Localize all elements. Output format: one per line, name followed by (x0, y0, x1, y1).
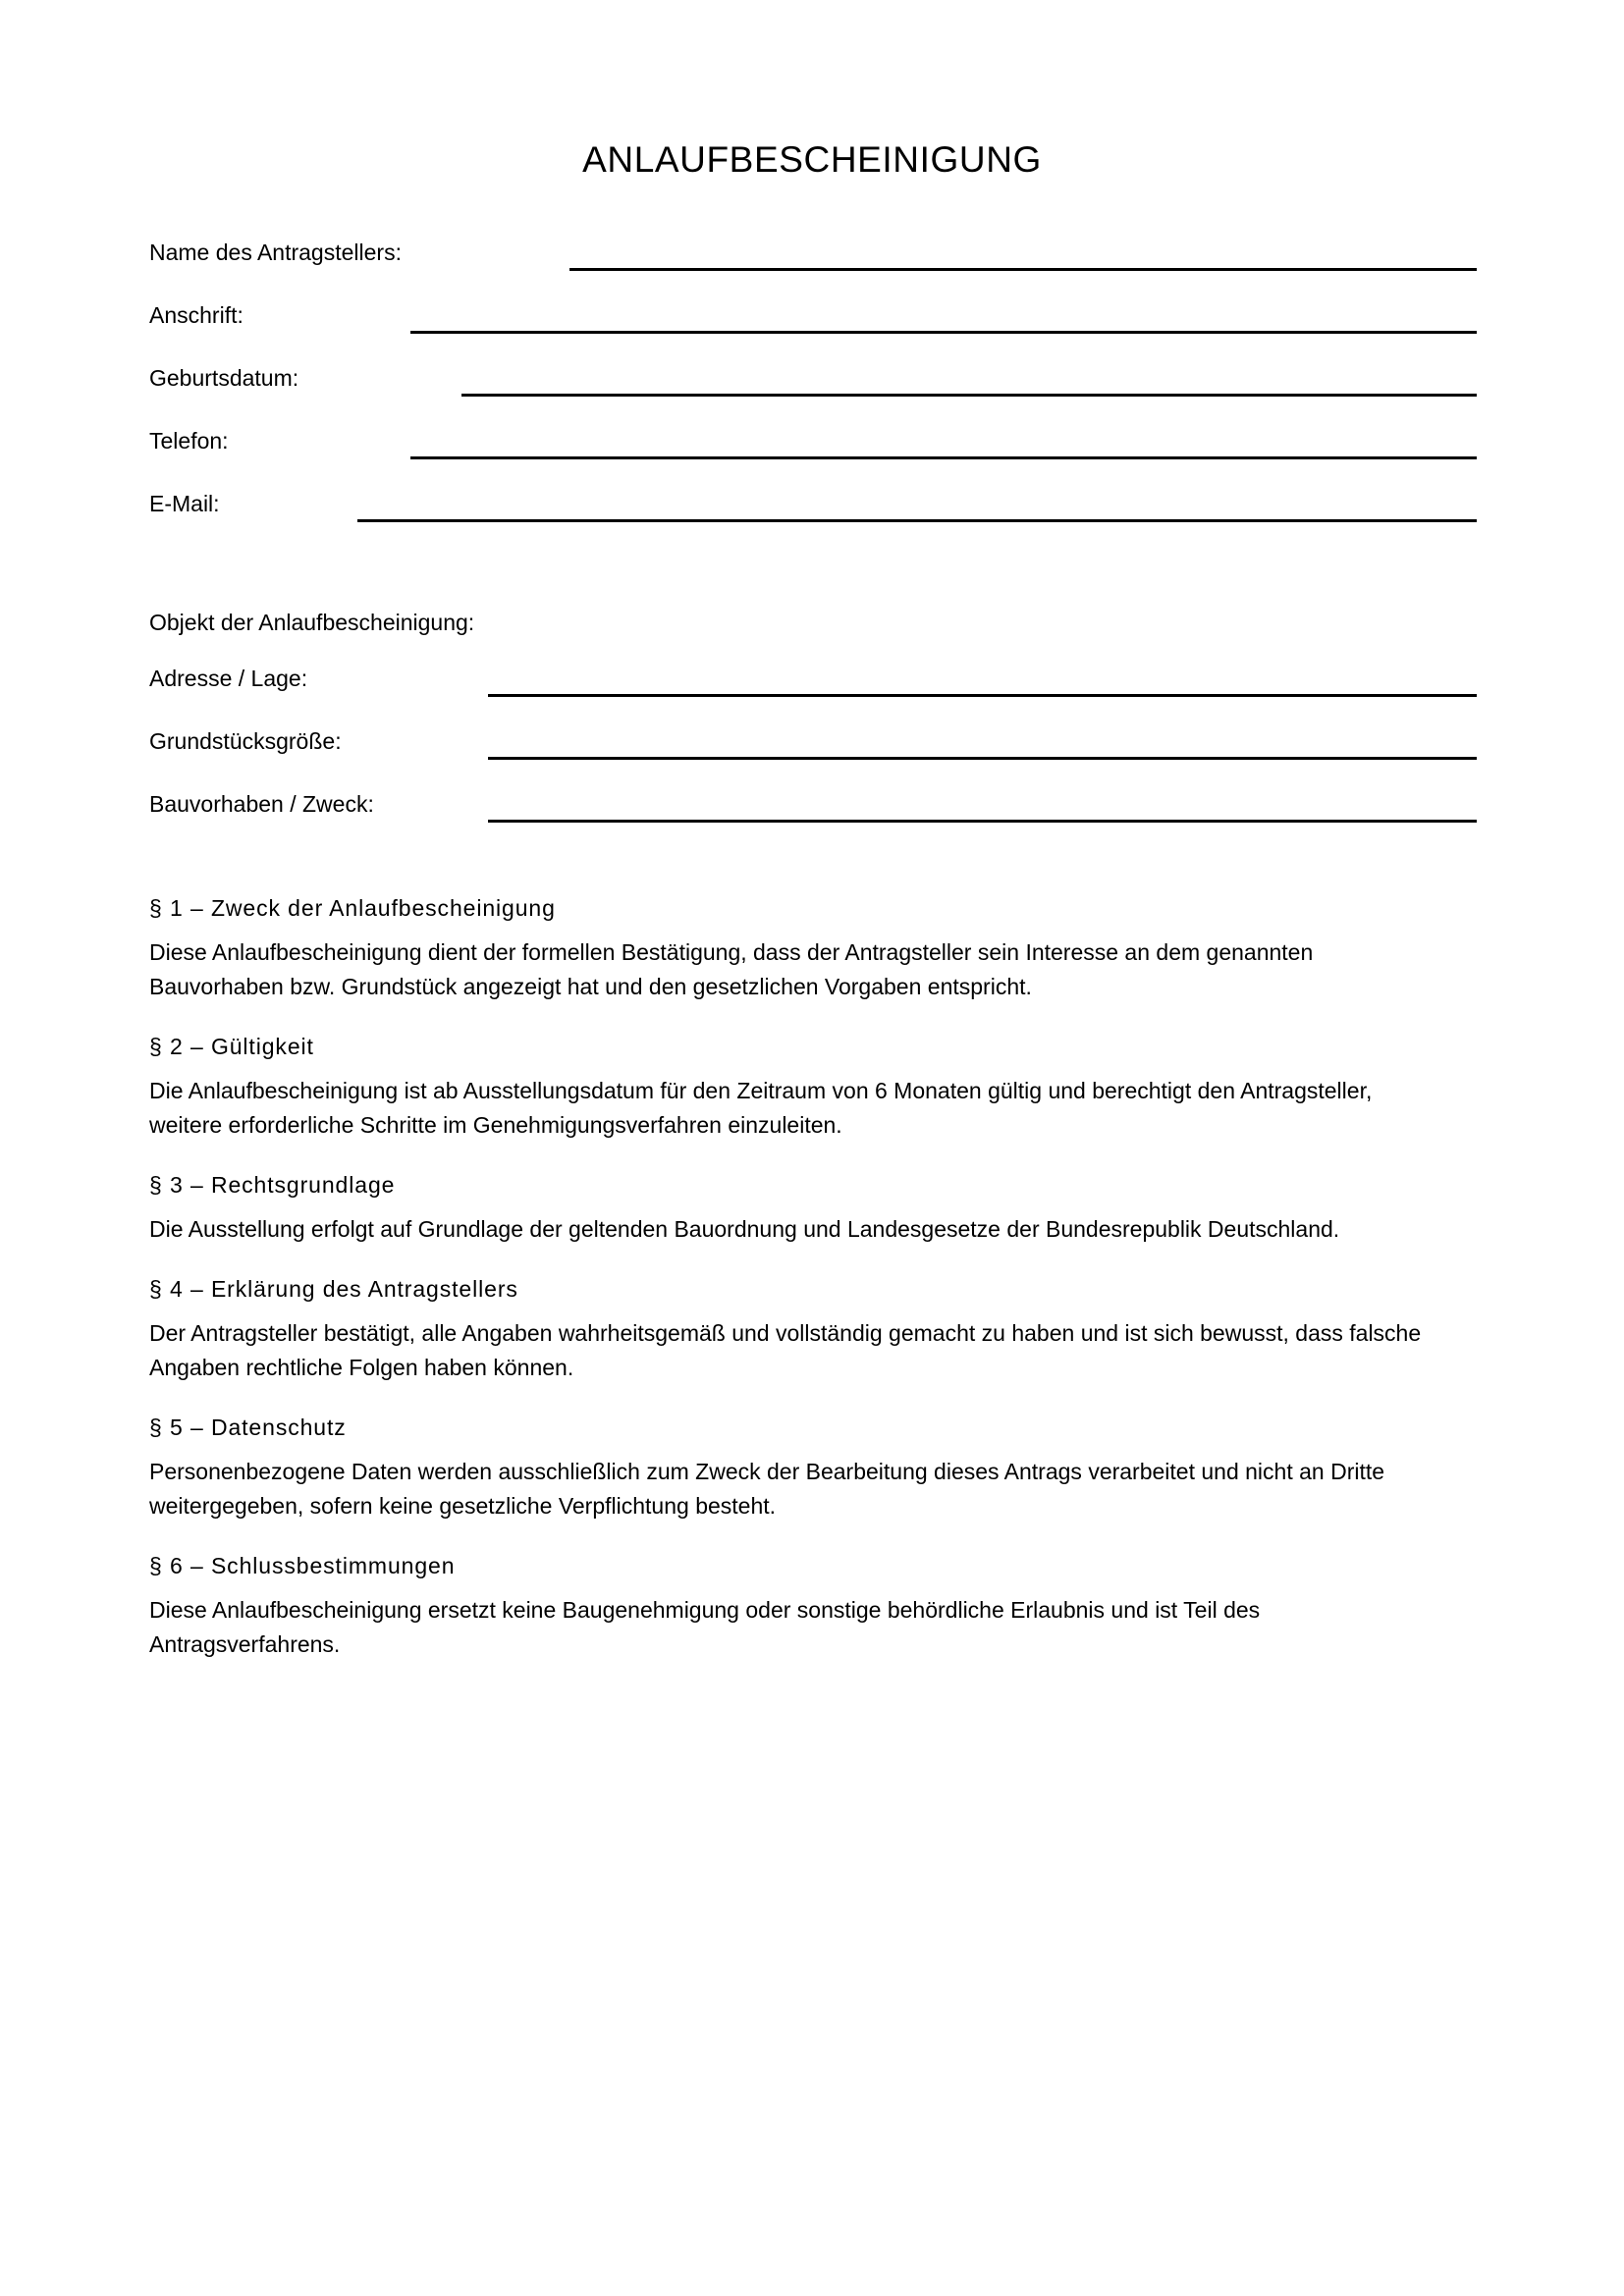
clause-body: Die Ausstellung erfolgt auf Grundlage der geltenden Bauordnung und Landesgesetze der Bundesrepublik Deutschland. (149, 1215, 1340, 1242)
clause-section (149, 1170, 1447, 1247)
clause-heading: § 2 – Gültigkeit (149, 1033, 314, 1059)
applicant-field-input-rule[interactable] (410, 456, 1477, 459)
clause-body: Diese Anlaufbescheinigung dient der formellen Bestätigung, dass der Antragsteller sein Interesse an dem genannten Bauvorhaben bzw. Grundstück angezeigt hat und den gesetzlichen Vorgaben entspricht. (149, 939, 1314, 999)
applicant-field-input-rule[interactable] (410, 331, 1477, 334)
clause-body: Personenbezogene Daten werden ausschließlich zum Zweck der Bearbeitung dieses Antrags verarbeitet und nicht an Dritte weitergegeben, sofern keine gesetzliche Verpflichtung besteht. (149, 1458, 1385, 1519)
clause-body: Diese Anlaufbescheinigung ersetzt keine Baugenehmigung oder sonstige behördliche Erlaubnis und ist Teil des Antragsverfahrens. (149, 1596, 1261, 1657)
applicant-field-row (149, 485, 1485, 528)
applicant-field-row (149, 359, 1485, 402)
applicant-field-label: Name des Antragstellers: (149, 240, 402, 265)
clause-heading: § 6 – Schlussbestimmungen (149, 1552, 456, 1578)
clause-heading: § 3 – Rechtsgrundlage (149, 1171, 396, 1198)
object-field-row (149, 660, 1485, 703)
clauses-block (149, 893, 1447, 1662)
clause-body: Die Anlaufbescheinigung ist ab Ausstellungsdatum für den Zeitraum von 6 Monaten gültig und berechtigt den Antragsteller, weitere erforderliche Schritte im Genehmigungsverfahren einzuleiten. (149, 1078, 1373, 1138)
clause-section (149, 1032, 1447, 1143)
clause-heading: § 1 – Zweck der Anlaufbescheinigung (149, 895, 556, 921)
applicant-field-row (149, 296, 1485, 340)
applicant-field-label: Telefon: (149, 428, 229, 454)
object-field-row (149, 722, 1485, 766)
clause-heading: § 5 – Datenschutz (149, 1414, 347, 1440)
applicant-field-label: E-Mail: (149, 491, 220, 516)
applicant-field-input-rule[interactable] (357, 519, 1477, 522)
object-field-input-rule[interactable] (488, 757, 1477, 760)
object-field-label: Adresse / Lage: (149, 666, 308, 691)
applicant-field-row (149, 234, 1485, 277)
object-field-row (149, 785, 1485, 828)
applicant-fields-block (149, 234, 1485, 548)
clause-section (149, 1413, 1447, 1523)
clause-section (149, 893, 1447, 1004)
clause-body: Der Antragsteller bestätigt, alle Angaben wahrheitsgemäß und vollständig gemacht zu haben und ist sich bewusst, dass falsche Angaben rechtliche Folgen haben können. (149, 1319, 1422, 1380)
object-fields-block (149, 660, 1485, 848)
applicant-field-label: Geburtsdatum: (149, 365, 299, 391)
object-section-heading: Objekt der Anlaufbescheinigung: (149, 610, 475, 635)
applicant-field-label: Anschrift: (149, 302, 244, 328)
page-title: ANLAUFBESCHEINIGUNG (582, 138, 1042, 180)
object-field-label: Grundstücksgröße: (149, 728, 342, 754)
applicant-field-input-rule[interactable] (569, 268, 1477, 271)
applicant-field-input-rule[interactable] (461, 394, 1477, 397)
object-field-label: Bauvorhaben / Zweck: (149, 791, 374, 817)
object-field-input-rule[interactable] (488, 820, 1477, 823)
object-field-input-rule[interactable] (488, 694, 1477, 697)
clause-section (149, 1274, 1447, 1385)
clause-section (149, 1551, 1447, 1662)
clause-heading: § 4 – Erklärung des Antragstellers (149, 1275, 518, 1302)
applicant-field-row (149, 422, 1485, 465)
